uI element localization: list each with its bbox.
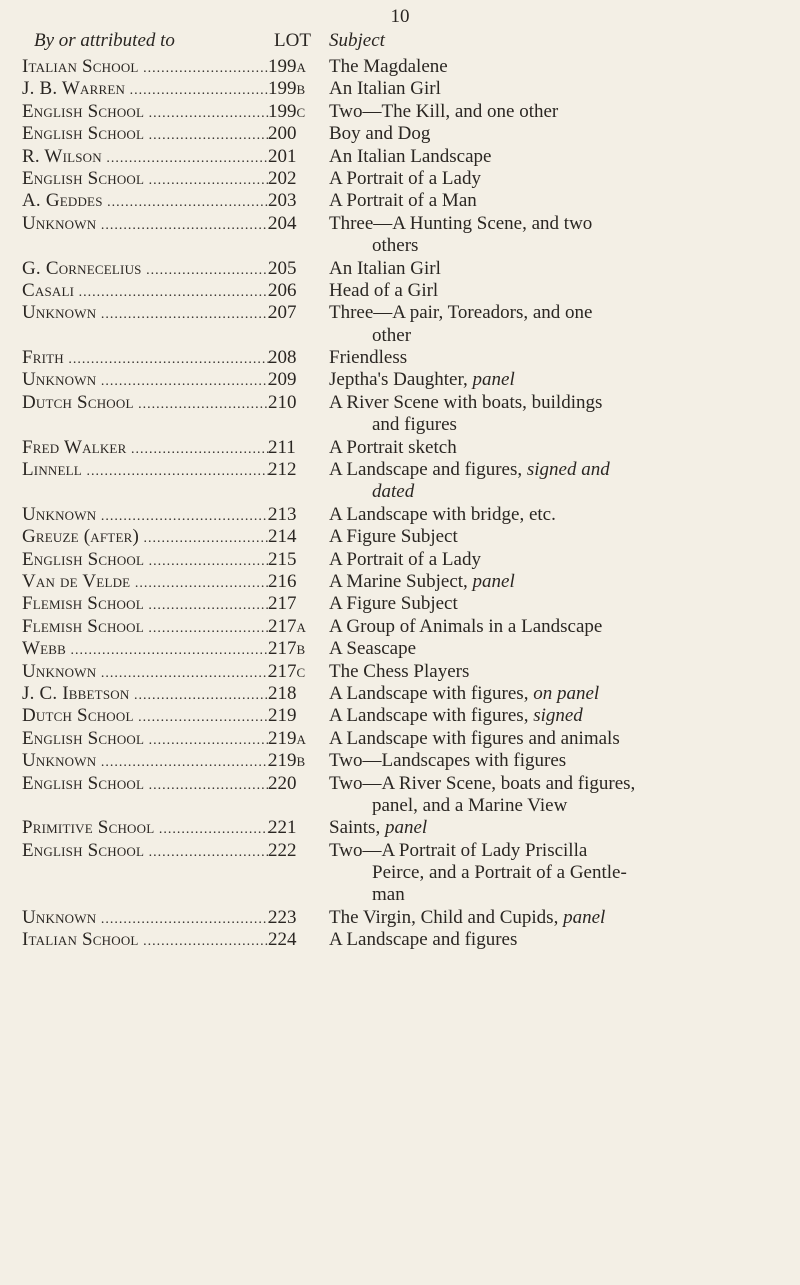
subject-text: Peirce, and a Portrait of a Gentle- — [372, 862, 627, 884]
artist-name: English School ..... — [22, 728, 270, 752]
artist-name: Italian School ..... — [22, 929, 270, 953]
lot-number: 204 — [268, 212, 297, 234]
lot-number: 209 — [268, 369, 297, 391]
entry-line — [0, 101, 800, 123]
lot-number: 224 — [268, 929, 297, 951]
lot-number: 222 — [268, 839, 297, 861]
subject-text: A Landscape with figures and animals — [329, 727, 620, 749]
catalogue-entry — [0, 146, 800, 168]
lot-number: 199a — [268, 56, 306, 77]
artist-name: English School ..... — [22, 101, 270, 125]
catalogue-entry — [0, 213, 800, 258]
catalogue-entry — [0, 280, 800, 302]
artist-name: Unknown ..... — [22, 907, 270, 931]
subject-text: Saints, panel — [329, 817, 428, 839]
artist-name: English School ..... — [22, 549, 270, 573]
entry-line — [0, 638, 800, 660]
lot-number: 220 — [268, 772, 297, 794]
subject-text: A Landscape and figures — [329, 929, 518, 951]
lot-number: 205 — [268, 257, 297, 279]
entry-line — [0, 504, 800, 526]
catalogue-entry — [0, 661, 800, 683]
catalogue-entry — [0, 773, 800, 818]
entry-line — [0, 661, 800, 683]
entry-line — [0, 78, 800, 100]
artist-name: A. Geddes ..... — [22, 190, 270, 214]
entry-line — [0, 683, 800, 705]
lot-number: 219b — [268, 750, 306, 772]
subject-text: A Portrait sketch — [329, 436, 457, 458]
catalogue-entry — [0, 817, 800, 839]
catalogue-entry — [0, 258, 800, 280]
catalogue-entry — [0, 549, 800, 571]
entry-line — [0, 437, 800, 459]
lot-number: 203 — [268, 190, 297, 212]
entry-line — [0, 392, 800, 414]
artist-name: Unknown ..... — [22, 369, 270, 393]
catalogue-entry — [0, 526, 800, 548]
catalogue-entry — [0, 504, 800, 526]
entry-continuation-line — [0, 414, 800, 436]
subject-text: Three—A Hunting Scene, and two — [329, 212, 593, 234]
catalogue-entry — [0, 302, 800, 347]
artist-name: Flemish School ..... — [22, 616, 270, 640]
catalogue-entry — [0, 123, 800, 145]
subject-text: Friendless — [329, 347, 408, 369]
lot-number: 218 — [268, 682, 297, 704]
lot-number: 217 — [268, 593, 297, 615]
entry-line — [0, 190, 800, 212]
subject-text: A Group of Animals in a Landscape — [329, 615, 603, 637]
artist-name: R. Wilson ..... — [22, 146, 270, 170]
lot-number: 213 — [268, 503, 297, 525]
artist-name: J. C. Ibbetson ..... — [22, 683, 270, 707]
lot-number: 212 — [268, 459, 297, 481]
catalogue-entry — [0, 750, 800, 772]
artist-name: Flemish School ..... — [22, 593, 270, 617]
subject-text: A Portrait of a Lady — [329, 167, 481, 189]
subject-text: man — [372, 884, 405, 906]
entry-line — [0, 123, 800, 145]
subject-text: A Landscape with figures, signed — [329, 705, 583, 727]
entry-line — [0, 146, 800, 168]
lot-number: 216 — [268, 570, 297, 592]
catalogue-entry — [0, 437, 800, 459]
entry-line — [0, 840, 800, 862]
artist-name: Dutch School ..... — [22, 705, 270, 729]
entry-line — [0, 750, 800, 772]
subject-text: The Magdalene — [329, 56, 448, 77]
lot-number: 208 — [268, 347, 297, 369]
subject-text: The Chess Players — [329, 660, 470, 682]
entry-line — [0, 929, 800, 951]
catalogue-entry — [0, 593, 800, 615]
catalogue-entry — [0, 190, 800, 212]
entry-line — [0, 347, 800, 369]
entry-line — [0, 56, 800, 78]
catalogue-entry — [0, 705, 800, 727]
entry-line — [0, 526, 800, 548]
subject-text: Jeptha's Daughter, panel — [329, 369, 515, 391]
subject-text: A Landscape and figures, signed and — [329, 459, 610, 481]
subject-text: Three—A pair, Toreadors, and one — [329, 302, 593, 324]
artist-name: Linnell ..... — [22, 459, 270, 483]
entry-line — [0, 907, 800, 929]
catalogue-entry — [0, 616, 800, 638]
catalogue-entry — [0, 929, 800, 951]
lot-number: 200 — [268, 123, 297, 145]
catalogue-entry — [0, 638, 800, 660]
artist-name: Primitive School ..... — [22, 817, 270, 841]
subject-text: A Figure Subject — [329, 593, 458, 615]
artist-name: Unknown ..... — [22, 504, 270, 528]
subject-text: Two—A Portrait of Lady Priscilla — [329, 839, 588, 861]
subject-text: A Portrait of a Lady — [329, 548, 481, 570]
entry-continuation-line — [0, 795, 800, 817]
artist-name: English School ..... — [22, 773, 270, 797]
entry-line — [0, 168, 800, 190]
artist-name: Unknown ..... — [22, 661, 270, 685]
lot-number: 199c — [268, 100, 306, 122]
catalogue-entry — [0, 369, 800, 391]
lot-number: 210 — [268, 391, 297, 413]
subject-text: A Seascape — [329, 638, 417, 660]
lot-number: 219 — [268, 705, 297, 727]
lot-number: 206 — [268, 279, 297, 301]
catalogue-entry — [0, 728, 800, 750]
subject-text: A Portrait of a Man — [329, 190, 477, 212]
entry-line — [0, 616, 800, 638]
subject-text: A Marine Subject, panel — [329, 570, 515, 592]
catalogue-entry — [0, 459, 800, 504]
entry-line — [0, 369, 800, 391]
header-by-or-attributed-to: By or attributed to — [34, 30, 175, 51]
artist-name: English School ..... — [22, 123, 270, 147]
entry-line — [0, 593, 800, 615]
subject-text: panel, and a Marine View — [372, 794, 568, 816]
entry-line — [0, 213, 800, 235]
catalogue-entry — [0, 56, 800, 78]
subject-text: others — [372, 235, 419, 257]
subject-text: A Figure Subject — [329, 526, 458, 548]
subject-text: other — [372, 324, 412, 346]
subject-text: An Italian Girl — [329, 78, 441, 100]
artist-name: Unknown ..... — [22, 302, 270, 326]
lot-number: 221 — [268, 817, 297, 839]
lot-number: 211 — [268, 436, 296, 458]
subject-text: A River Scene with boats, buildings — [329, 391, 603, 413]
entry-line — [0, 302, 800, 324]
entry-line — [0, 728, 800, 750]
artist-name: Casali ..... — [22, 280, 270, 304]
entry-line — [0, 705, 800, 727]
entry-continuation-line — [0, 884, 800, 906]
artist-name: Greuze (after) ..... — [22, 526, 270, 550]
artist-name: Fred Walker ..... — [22, 437, 270, 461]
catalogue-entry — [0, 907, 800, 929]
entry-line — [0, 817, 800, 839]
lot-number: 201 — [268, 145, 297, 167]
catalogue-entry — [0, 78, 800, 100]
column-headers — [0, 30, 800, 56]
entry-continuation-line — [0, 325, 800, 347]
lot-number: 223 — [268, 906, 297, 928]
artist-name: Dutch School ..... — [22, 392, 270, 416]
artist-name: English School ..... — [22, 840, 270, 864]
subject-text: Two—The Kill, and one other — [329, 100, 559, 122]
subject-text: An Italian Girl — [329, 257, 441, 279]
catalogue-entry — [0, 168, 800, 190]
entry-continuation-line — [0, 481, 800, 503]
lot-number: 207 — [268, 302, 297, 324]
entry-line — [0, 280, 800, 302]
lot-number: 199b — [268, 78, 306, 100]
catalogue-entry — [0, 347, 800, 369]
artist-name: Webb ..... — [22, 638, 270, 662]
page-number: 10 — [390, 6, 410, 27]
lot-number: 214 — [268, 526, 297, 548]
artist-name: Frith ..... — [22, 347, 270, 371]
subject-text: A Landscape with bridge, etc. — [329, 503, 556, 525]
entry-line — [0, 258, 800, 280]
artist-name: English School ..... — [22, 168, 270, 192]
subject-text: and figures — [372, 414, 457, 436]
subject-text: Boy and Dog — [329, 123, 431, 145]
lot-number: 215 — [268, 548, 297, 570]
catalogue-entry — [0, 840, 800, 907]
subject-text: Two—A River Scene, boats and figures, — [329, 772, 636, 794]
lot-number: 202 — [268, 167, 297, 189]
entry-continuation-line — [0, 862, 800, 884]
subject-text: The Virgin, Child and Cupids, panel — [329, 906, 606, 928]
header-subject: Subject — [329, 30, 385, 51]
artist-name: Unknown ..... — [22, 750, 270, 774]
lot-number: 217b — [268, 638, 306, 660]
artist-name: Unknown ..... — [22, 213, 270, 237]
entry-line — [0, 549, 800, 571]
subject-text: A Landscape with figures, on panel — [329, 682, 600, 704]
entry-continuation-line — [0, 235, 800, 257]
artist-name: G. Cornecelius ..... — [22, 258, 270, 282]
artist-name: Van de Velde ..... — [22, 571, 270, 595]
catalogue-entry — [0, 392, 800, 437]
catalogue-entry — [0, 101, 800, 123]
subject-text: Head of a Girl — [329, 279, 439, 301]
lot-number: 217a — [268, 615, 306, 637]
catalogue-entry — [0, 571, 800, 593]
subject-text: An Italian Landscape — [329, 145, 492, 167]
lot-number: 217c — [268, 660, 306, 682]
entry-line — [0, 773, 800, 795]
entry-line — [0, 571, 800, 593]
entry-line — [0, 459, 800, 481]
subject-text: dated — [372, 481, 415, 503]
artist-name: Italian School ..... — [22, 56, 270, 80]
header-lot: LOT — [274, 30, 311, 51]
lot-number: 219a — [268, 727, 306, 749]
catalogue-list — [0, 56, 800, 952]
artist-name: J. B. Warren ..... — [22, 78, 270, 102]
catalogue-entry — [0, 683, 800, 705]
subject-text: Two—Landscapes with figures — [329, 750, 567, 772]
